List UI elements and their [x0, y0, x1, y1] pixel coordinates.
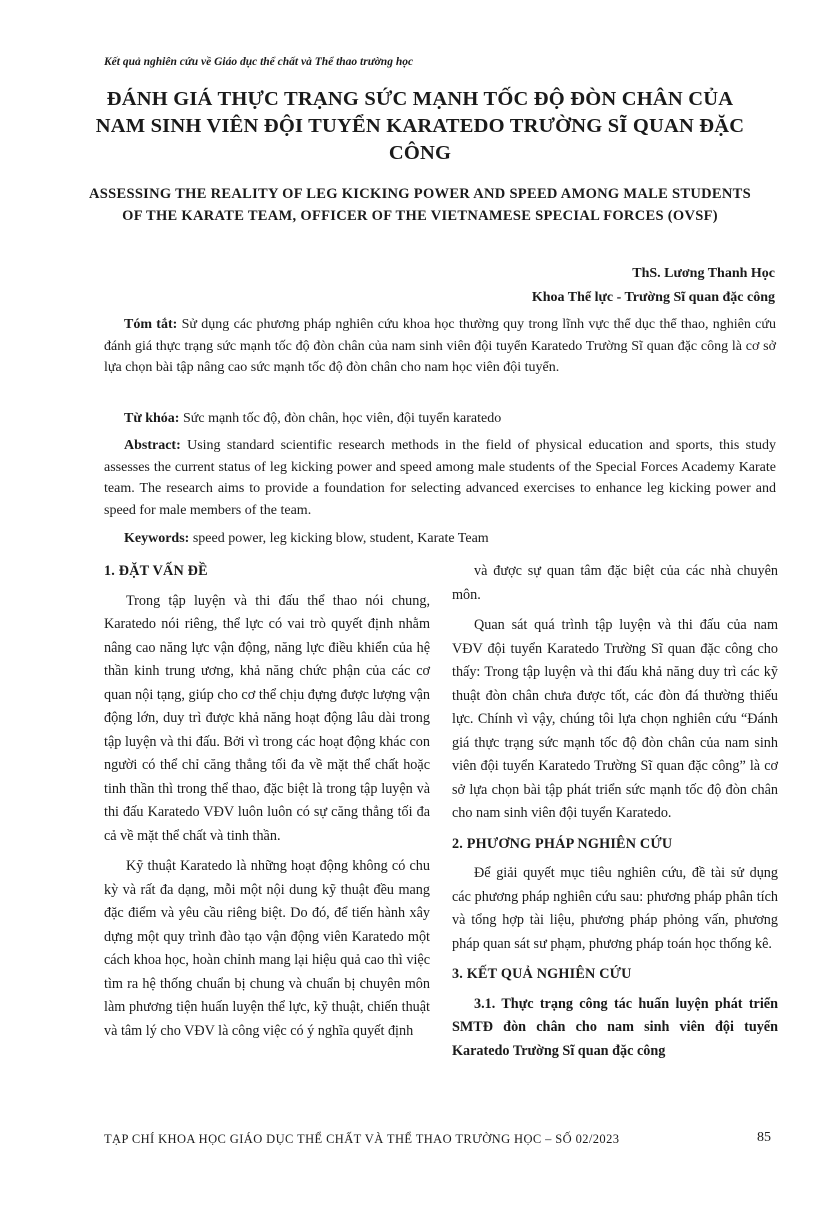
abstract-english: [104, 435, 776, 521]
keywords-en-label: Keywords:: [124, 531, 190, 546]
author-name: ThS. Lương Thanh Học: [632, 266, 775, 281]
keywords-vi-text: Sức mạnh tốc độ, đòn chân, học viên, đội tuyển karatedo: [179, 411, 502, 426]
author-affiliation: Khoa Thể lực - Trường Sĩ quan đặc công: [531, 290, 775, 305]
subsection-heading: 3.1. Thực trạng công tác huấn luyện phát triển SMTĐ đòn chân cho nam sinh viên đội tuyển Karatedo Trường Sĩ quan đặc công: [452, 995, 778, 1059]
abstract-vi-text: Sử dụng các phương pháp nghiên cứu khoa học thường quy trong lĩnh vực thể dục thể thao, nghiên cứu đánh giá thực trạng sức mạnh tốc độ đòn chân của nam sinh viên đội tuyển Karatedo Trường Sĩ quan đặc công là cơ sở lựa chọn bài tập nâng cao sức mạnh tốc độ đòn chân cho nam học viên đội tuyển.: [104, 317, 776, 376]
body-paragraph: Để giải quyết mục tiêu nghiên cứu, đề tài sử dụng các phương pháp nghiên cứu sau: phương pháp phân tích và tổng hợp tài liệu, phương pháp phỏng vấn, phương pháp quan sát sư phạm, phương pháp toán học thống kê.: [452, 865, 778, 952]
keywords-en-text: speed power, leg kicking blow, student, Karate Team: [189, 531, 489, 546]
title-english: ASSESSING THE REALITY OF LEG KICKING POWER AND SPEED AMONG MALE STUDENTS OF THE KARATE TEAM, OFFICER OF THE VIETNAMESE SPECIAL FORCES (OVSF): [88, 186, 751, 224]
right-column: [452, 560, 778, 1070]
running-head: Kết quả nghiên cứu về Giáo dục thể chất và Thể thao trường học: [104, 56, 414, 68]
body-paragraph: Quan sát quá trình tập luyện và thi đấu của nam VĐV đội tuyển Karatedo Trường Sĩ quan đặc công cho thấy: Trong tập luyện và thi đấu khả năng duy trì các kỹ thuật đòn chân chưa được tốt, các đòn đá thường thiếu lực. Chính vì vậy, chúng tôi lựa chọn nghiên cứu “Đánh giá thực trạng sức mạnh tốc độ đòn chân của nam sinh viên đội tuyển Karatedo Trường Sĩ quan đặc công” là cơ sở lựa chọn bài tập phát triển sức mạnh tốc độ đòn chân cho nam sinh viên đội tuyển Karatedo.: [452, 617, 778, 821]
section-heading-3: 3. KẾT QUẢ NGHIÊN CỨU: [452, 966, 632, 982]
body-paragraph: và được sự quan tâm đặc biệt của các nhà chuyên môn.: [452, 563, 778, 603]
author-block: [532, 262, 775, 310]
keywords-vi-label: Từ khóa:: [124, 411, 180, 426]
journal-footer: TẠP CHÍ KHOA HỌC GIÁO DỤC THỂ CHẤT VÀ THỂ THAO TRƯỜNG HỌC – SỐ 02/2023: [104, 1132, 620, 1146]
section-heading-1: 1. ĐẶT VẤN ĐỀ: [104, 563, 208, 579]
abstract-en-label: Abstract:: [124, 438, 181, 453]
abstract-en-text: Using standard scientific research methods in the field of physical education and sports, this study assesses the current status of leg kicking power and speed among male students of the Special Forces Academy Karate team. The research aims to provide a foundation for selecting advanced exercises to enhance leg kicking power and speed for male members of the team.: [104, 438, 776, 518]
body-paragraph: Kỹ thuật Karatedo là những hoạt động không có chu kỳ và rất đa dạng, mỗi một nội dung kỹ thuật đều mang đặc điểm và yêu cầu riêng biệt. Do đó, để tiến hành xây dựng một quy trình đào tạo vận động viên Karatedo một cách khoa học, hoàn chỉnh mang lại hiệu quả cao thì việc tìm ra hệ thống chuẩn bị chung và chuẩn bị chuyên môn làm phương tiện huấn luyện thể lực, kỹ thuật, chiến thuật và tâm lý cho VĐV là công việc có ý nghĩa quyết định: [104, 858, 430, 1039]
title-vietnamese: ĐÁNH GIÁ THỰC TRẠNG SỨC MẠNH TỐC ĐỘ ĐÒN CHÂN CỦA NAM SINH VIÊN ĐỘI TUYỂN KARATEDO TRƯỜNG SĨ QUAN ĐẶC CÔNG: [95, 88, 745, 164]
keywords-english: [104, 528, 776, 550]
section-heading-2: 2. PHƯƠNG PHÁP NGHIÊN CỨU: [452, 835, 673, 852]
page-number: 85: [757, 1130, 771, 1145]
body-paragraph: Trong tập luyện và thi đấu thể thao nói chung, Karatedo nói riêng, thể lực có vai trò quyết định nhằm nâng cao năng lực vận động, năng lực điều khiển của hệ thần kinh trung ương, khả năng chức phận của các cơ quan nội tạng, giúp cho cơ thể chịu đựng được lượng vận động lớn, duy trì được khả năng hoạt động lâu dài trong tập luyện và thi đấu. Bởi vì trong các hoạt động khác con người có thể chỉ căng thẳng tối đa về mặt thể chất hoặc tinh thần thì trong thể thao, đặc biệt là trong tập luyện và thi đấu Karatedo VĐV luôn luôn có sự căng thẳng tối đa cả về mặt thể chất và tinh thần.: [104, 592, 430, 844]
abstract-vi-label: Tóm tắt:: [124, 317, 178, 332]
abstract-vietnamese: [104, 314, 776, 379]
left-column: [104, 556, 430, 1050]
keywords-vietnamese: [104, 408, 776, 430]
